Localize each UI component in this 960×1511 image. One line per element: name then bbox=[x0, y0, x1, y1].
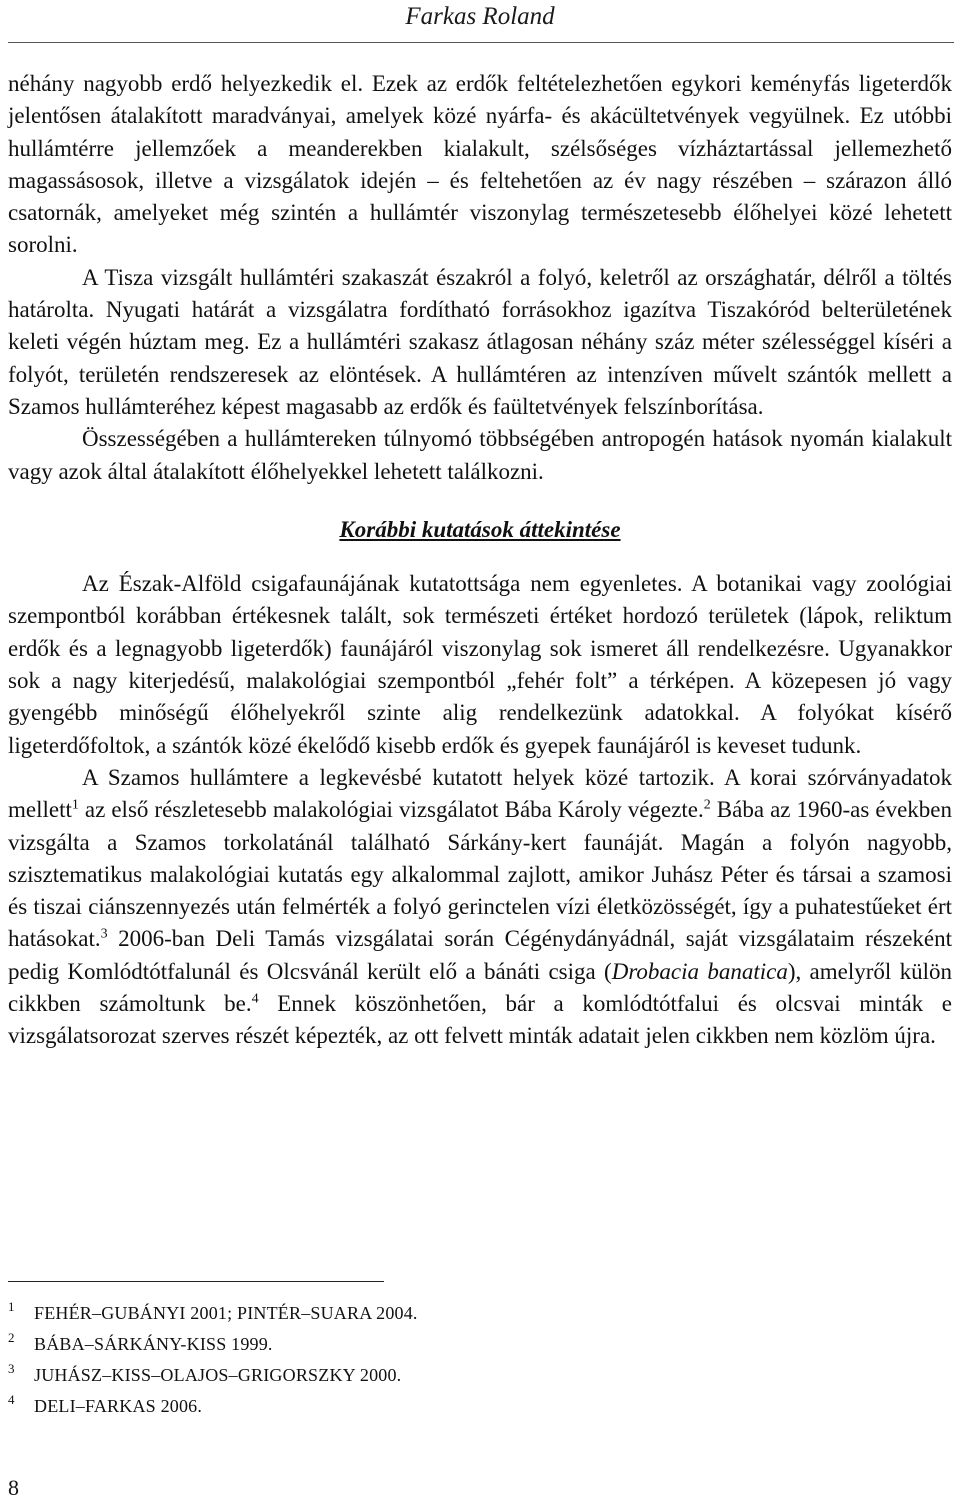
page-number: 8 bbox=[8, 1475, 19, 1500]
paragraph bbox=[8, 762, 952, 1053]
paragraph: néhány nagyobb erdő helyezkedik el. Ezek az erdők feltételezhetően egykori keményfás ligeterdők jelentősen átalakított maradványai, amelyek közé nyárfa- és akácültetvények vegyülnek. Ez utóbbi hullámtérre jellemzőek a meanderekben kialakult, szélsőséges vízháztartással jellemezhető magassásosok, illetve a vizsgálatok idején – és feltehetően az év nagy részében – szárazon álló csatornák, amelyeket még szintén a hullámtér viszonylag természetesebb élőhelyei közé lehetett sorolni. bbox=[8, 71, 952, 258]
paragraph: A Tisza vizsgált hullámtéri szakaszát északról a folyó, keletről az országhatár, délről a töltés határolta. Nyugati határát a vizsgálatra fordítható forrásokhoz igazítva Tiszakóród belterületének keleti végén húztam meg. Ez a hullámtéri szakasz átlagosan néhány száz méter szélességgel kíséri a folyót, területén rendszeresek az elöntések. A hullámtéren az intenzíven művelt szántók mellett a Szamos hullámteréhez képest magasabb az erdők és faültetvények felszínborítása. bbox=[8, 264, 952, 419]
footnote-ref: 2 bbox=[703, 797, 711, 813]
header-rule bbox=[8, 42, 954, 43]
section-heading: Korábbi kutatások áttekintése bbox=[339, 516, 621, 542]
footnote-number: 1 bbox=[8, 1299, 15, 1314]
paragraph-text: A Szamos hullámtere a legkevésbé kutatott helyek közé tartozik. A korai szórványadatok mellett bbox=[8, 764, 952, 823]
footnote-ref: 1 bbox=[71, 797, 79, 813]
footnote-number: 4 bbox=[8, 1392, 15, 1407]
paragraph: Az Észak-Alföld csigafaunájának kutatottsága nem egyenletes. A botanikai vagy zoológiai szempontból korábban értékesnek talált, sok természeti értéket hordozó területek (lápok, reliktum erdők és a legnagyobb ligeterdők) faunájáról viszonylag sok ismeret áll rendelkezésre. Ugyanakkor sok a nagy kiterjedésű, malakológiai szempontból „fehér folt” a térképen. A közepesen jó vagy gyengébb minőségű élőhelyekről szinte alig rendelkezünk adatokkal. A folyókat kísérő ligeterdőfoltok, a szántók közé ékelődő kisebb erdők és gyepek faunájáról is keveset tudunk. bbox=[8, 571, 952, 758]
footnote bbox=[8, 1360, 908, 1391]
paragraph: Összességében a hullámtereken túlnyomó többségében antropogén hatások nyomán kialakult vagy azok által átalakított élőhelyekkel lehetett találkozni. bbox=[8, 426, 952, 484]
footnote-ref: 4 bbox=[251, 991, 259, 1007]
paragraph-text: az első részletesebb malakológiai vizsgálatot Bába Károly végezte. bbox=[78, 797, 704, 823]
footnote-text: JUHÁSZ–KISS–OLAJOS–GRIGORSZKY 2000. bbox=[34, 1365, 402, 1385]
footnote bbox=[8, 1391, 908, 1422]
footnote-text: DELI–FARKAS 2006. bbox=[34, 1396, 203, 1416]
footnote-ref: 3 bbox=[100, 926, 108, 942]
paragraph-text: Bába az 1960-as években vizsgálta a Szamos torkolatánál található Sárkány-kert faunáját. Magán a folyón nagyobb, szisztematikus malakológiai kutatás egy alkalommal zajlott, amikor Juhász Péter és társai a szamosi és tiszai ciánszennyezés után felmérték a folyó gerinctelen vízi életközösségét, így a puhatestűeket ért hatásokat. bbox=[8, 797, 952, 952]
paragraph-text: ), amelyről külön cikkben számoltunk be. bbox=[8, 958, 953, 1017]
footnote bbox=[8, 1298, 908, 1329]
footnotes bbox=[8, 1298, 908, 1422]
footnote-text: BÁBA–SÁRKÁNY-KISS 1999. bbox=[34, 1334, 273, 1354]
footnote-number: 2 bbox=[8, 1330, 15, 1345]
footnote-text: FEHÉR–GUBÁNYI 2001; PINTÉR–SUARA 2004. bbox=[34, 1303, 418, 1323]
footnote-number: 3 bbox=[8, 1361, 15, 1376]
footnote bbox=[8, 1329, 908, 1360]
body-text bbox=[8, 68, 952, 1053]
species-name: Drobacia banatica bbox=[611, 958, 788, 984]
running-head: Farkas Roland bbox=[405, 3, 555, 30]
footnote-rule bbox=[8, 1281, 384, 1282]
paragraph-text: Ennek köszönhetően, bár a komlódtótfalui és olcsvai minták e vizsgálatsorozat szerves részét képezték, az ott felvett minták adatait jelen cikkben nem közlöm újra. bbox=[8, 991, 952, 1049]
paragraph-text: 2006-ban Deli Tamás vizsgálatai során Cégénydányádnál, saját vizsgálataim részeként pedig Komlódtótfalunál és Olcsvánál került elő a bánáti csiga ( bbox=[8, 926, 952, 984]
